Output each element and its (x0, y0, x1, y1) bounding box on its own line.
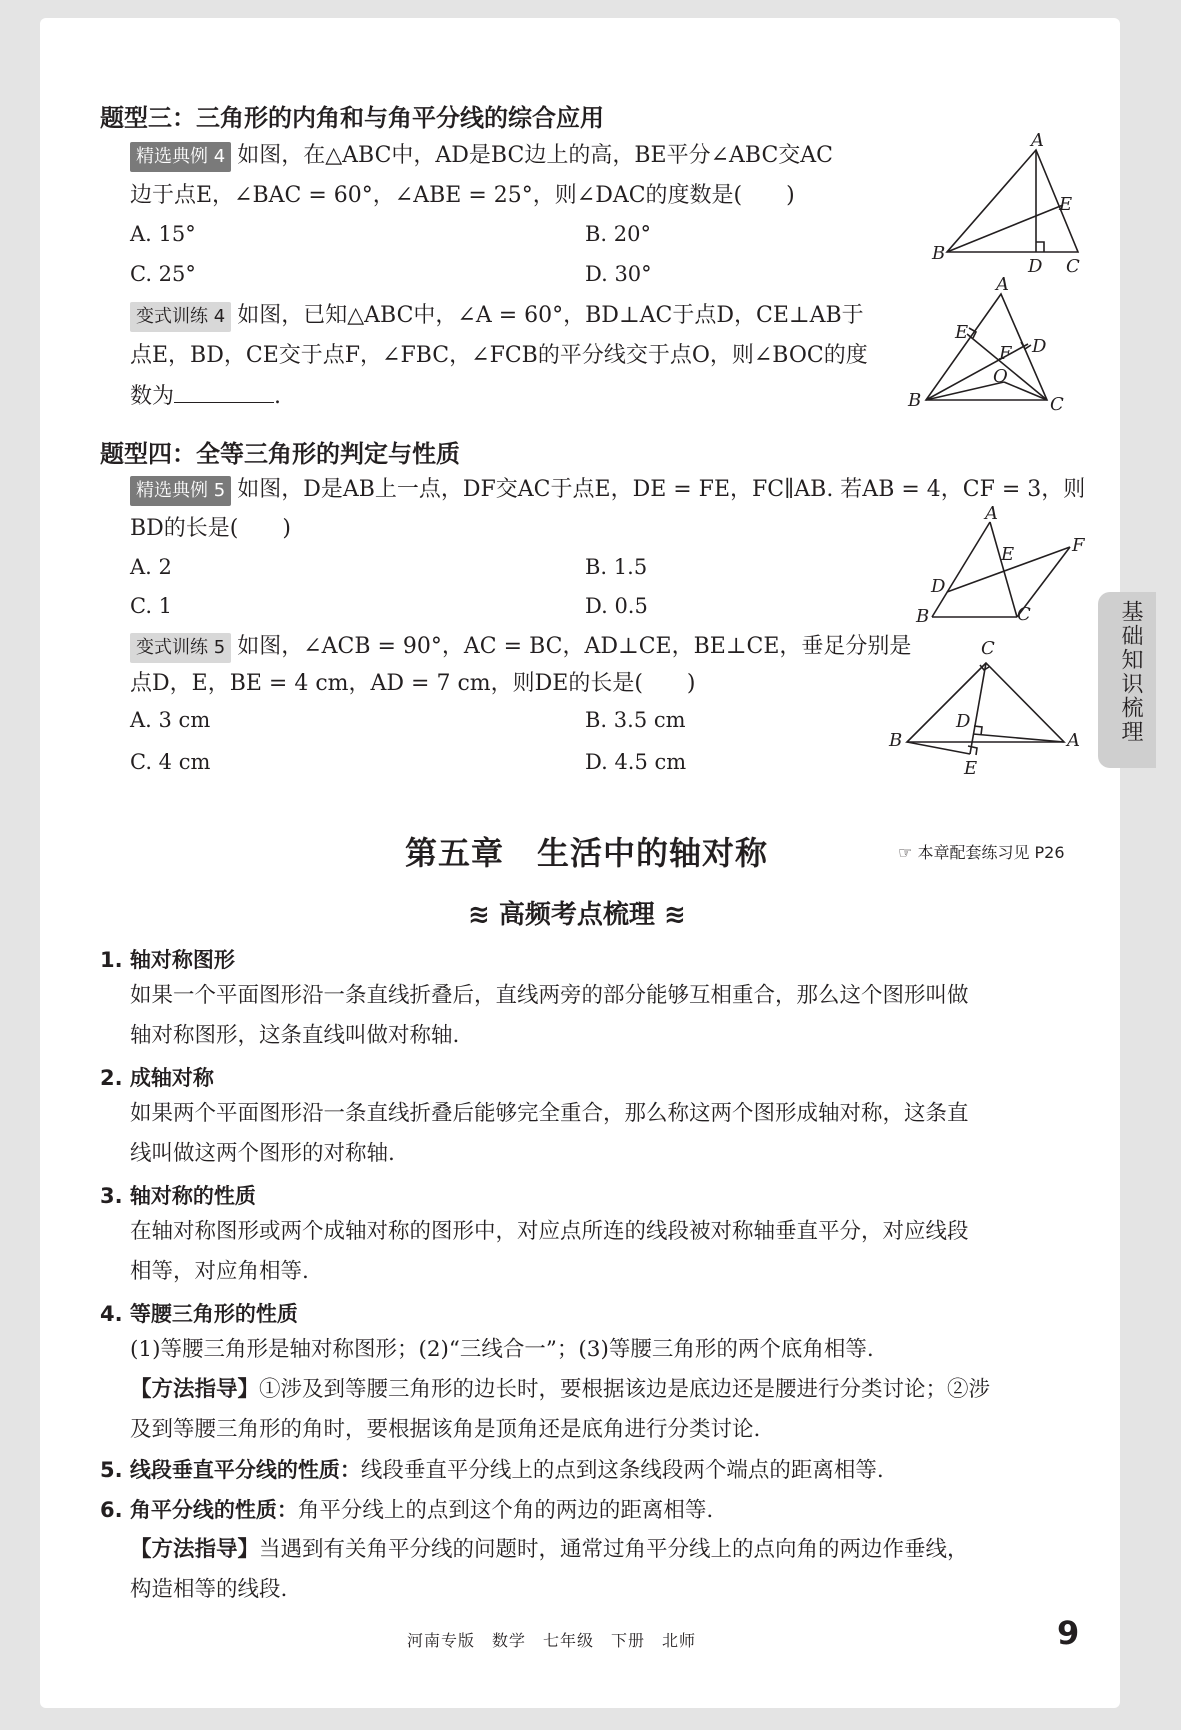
variant5-option-d: D. 4.5 cm (585, 750, 687, 774)
point3-body-line2: 相等，对应角相等. (130, 1259, 309, 1284)
method2-line1 (130, 1536, 969, 1564)
example5-option-d: D. 0.5 (585, 594, 648, 618)
variant4-tag: 变式训练 4 (130, 302, 231, 332)
variant5-text1: 如图，∠ACB = 90°，AC = BC，AD⊥CE，BE⊥CE，垂足分别是 (237, 634, 912, 659)
point2-body-line1: 如果两个平面图形沿一条直线折叠后能够完全重合，那么称这两个图形成轴对称，这条直 (130, 1101, 969, 1126)
variant5-line2: 点D，E，BE = 4 cm，AD = 7 cm，则DE的长是( ) (130, 671, 696, 696)
variant4-line1 (130, 302, 864, 332)
method1-text1: ①涉及到等腰三角形的边长时，要根据该边是底边还是腰进行分类讨论；②涉 (259, 1377, 991, 1402)
example5-option-c: C. 1 (130, 594, 173, 618)
method1-line1 (130, 1376, 990, 1404)
method1-label: 【方法指导】 (130, 1377, 260, 1402)
example5-line2: BD的长是( ) (130, 516, 291, 541)
fig2-label-f: F (999, 343, 1012, 364)
variant5-option-b: B. 3.5 cm (585, 708, 686, 732)
point6-text: 角平分线上的点到这个角的两边的距离相等. (297, 1498, 714, 1523)
side-tab-label: 基础知识梳理 (1118, 600, 1143, 744)
variant4-text3a: 数为 (130, 384, 175, 409)
method2-line2: 构造相等的线段. (130, 1577, 288, 1602)
fig1-label-e: E (1059, 194, 1073, 215)
point2-title: 2. 成轴对称 (100, 1066, 214, 1090)
fig2-label-o: O (993, 366, 1008, 387)
point3-body-line1: 在轴对称图形或两个成轴对称的图形中，对应点所连的线段被对称轴垂直平分，对应线段 (130, 1219, 969, 1244)
variant5-tag: 变式训练 5 (130, 633, 231, 663)
point5 (100, 1456, 884, 1485)
point6 (100, 1496, 713, 1525)
fig4-label-c: C (981, 638, 995, 659)
fig1-label-a: A (1031, 130, 1044, 151)
subheading (468, 894, 686, 931)
example4-option-b: B. 20° (585, 222, 652, 246)
variant5-option-a: A. 3 cm (130, 708, 211, 732)
method2-label: 【方法指导】 (130, 1537, 260, 1562)
fig2-label-c: C (1050, 394, 1064, 415)
point5-text: 线段垂直平分线上的点到这条线段两个端点的距离相等. (360, 1458, 884, 1483)
side-tab (1098, 592, 1156, 768)
point5-title: 5. 线段垂直平分线的性质： (100, 1458, 361, 1482)
chapter-title: 第五章 生活中的轴对称 (405, 834, 769, 872)
variant5-line1 (130, 633, 911, 663)
fig2-label-e: E (955, 322, 969, 343)
chapter-reference (898, 840, 1065, 863)
fig4-label-e: E (964, 758, 978, 779)
point3-title: 3. 轴对称的性质 (100, 1184, 256, 1208)
subheading-text: 高频考点梳理 (498, 900, 655, 930)
fig1-label-d: D (1028, 256, 1043, 277)
example4-option-c: C. 25° (130, 262, 196, 286)
fig4-label-d: D (956, 711, 971, 732)
example4-option-d: D. 30° (585, 262, 652, 286)
fig3-label-c: C (1017, 604, 1031, 625)
section4-title: 题型四：全等三角形的判定与性质 (100, 440, 460, 468)
fig3-label-f: F (1072, 535, 1085, 556)
example5-text1: 如图，D是AB上一点，DF交AC于点E，DE = FE，FC∥AB. 若AB = 4，CF = 3，则 (237, 477, 1086, 502)
fig4-label-b: B (889, 730, 903, 751)
fig1-label-c: C (1066, 256, 1080, 277)
fig3-label-b: B (916, 606, 930, 627)
figure-right-isosceles (880, 636, 1080, 786)
variant5-option-c: C. 4 cm (130, 750, 211, 774)
example4-tag: 精选典例 4 (130, 142, 231, 172)
point6-title: 6. 角平分线的性质： (100, 1498, 298, 1522)
example4-line1 (130, 142, 833, 172)
variant4-line3 (130, 382, 281, 411)
fig3-label-a: A (985, 503, 998, 524)
fig3-label-d: D (931, 576, 946, 597)
fig2-label-b: B (908, 390, 922, 411)
section3-title: 题型三：三角形的内角和与角平分线的综合应用 (100, 104, 604, 132)
figure-triangle-altitude (920, 128, 1090, 278)
point1-body-line2: 轴对称图形，这条直线叫做对称轴. (130, 1023, 460, 1048)
fig1-label-b: B (932, 243, 946, 264)
fig4-label-a: A (1067, 730, 1080, 751)
example5-tag: 精选典例 5 (130, 476, 231, 506)
fig2-label-d: D (1032, 336, 1047, 357)
figure-triangle-orthocenter (900, 272, 1080, 422)
example4-text1: 如图，在△ABC中，AD是BC边上的高，BE平分∠ABC交AC (237, 143, 834, 168)
figure-congruent-parallel (905, 500, 1085, 630)
chapter-reference-text: 本章配套练习见 P26 (917, 843, 1065, 862)
point4-body-line1: (1)等腰三角形是轴对称图形；(2)“三线合一”；(3)等腰三角形的两个底角相等. (130, 1337, 874, 1362)
example5-option-a: A. 2 (130, 555, 172, 579)
variant4-text1: 如图，已知△ABC中，∠A = 60°，BD⊥AC于点D，CE⊥AB于 (237, 303, 864, 328)
footer-text: 河南专版 数学 七年级 下册 北师 (407, 1631, 697, 1650)
fig3-label-e: E (1001, 544, 1015, 565)
point4-title: 4. 等腰三角形的性质 (100, 1302, 298, 1326)
point1-title: 1. 轴对称图形 (100, 948, 235, 972)
method1-line2: 及到等腰三角形的角时，要根据该角是顶角还是底角进行分类讨论. (130, 1417, 761, 1442)
example4-option-a: A. 15° (130, 222, 196, 246)
answer-blank (174, 382, 274, 403)
variant4-text3b: . (274, 384, 282, 409)
wave-right-icon: ≋ (663, 900, 686, 930)
pointing-hand-icon: ☞ (898, 843, 913, 862)
point1-body-line1: 如果一个平面图形沿一条直线折叠后，直线两旁的部分能够互相重合，那么这个图形叫做 (130, 983, 969, 1008)
method2-text1: 当遇到有关角平分线的问题时，通常过角平分线上的点向角的两边作垂线， (259, 1537, 969, 1562)
wave-left-icon: ≋ (468, 900, 490, 930)
page-number: 9 (1057, 1614, 1080, 1652)
variant4-line2: 点E，BD，CE交于点F，∠FBC，∠FCB的平分线交于点O，则∠BOC的度 (130, 343, 868, 368)
point2-body-line2: 线叫做这两个图形的对称轴. (130, 1141, 395, 1166)
example4-line2: 边于点E，∠BAC = 60°，∠ABE = 25°，则∠DAC的度数是( ) (130, 183, 795, 208)
fig2-label-a: A (996, 274, 1009, 295)
example5-option-b: B. 1.5 (585, 555, 648, 579)
